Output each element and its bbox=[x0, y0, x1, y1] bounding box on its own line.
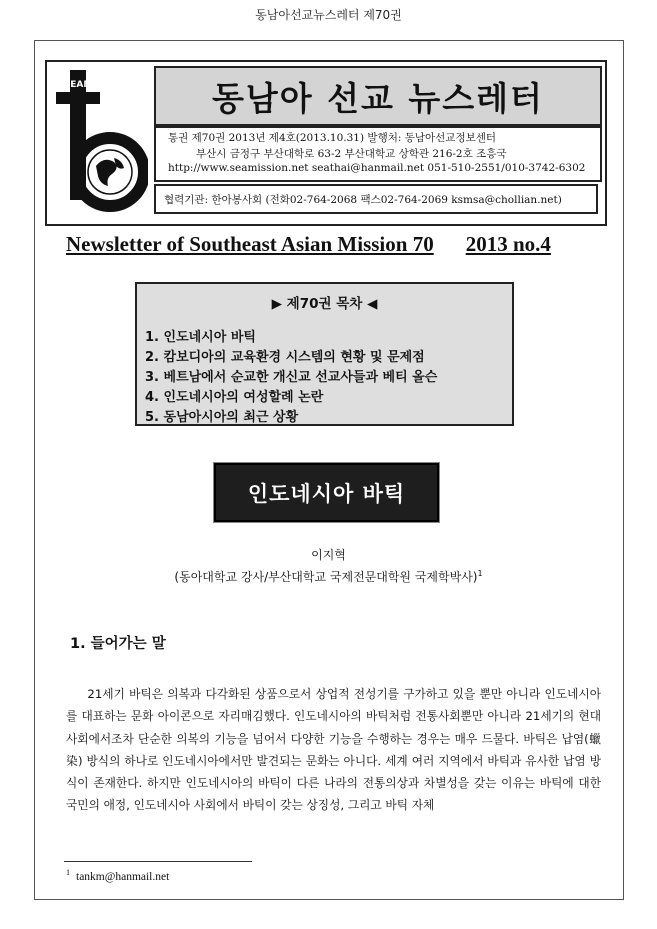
footnote-ref: 1 bbox=[477, 569, 483, 578]
author-name: 이지혁 bbox=[311, 548, 346, 562]
newsletter-korean-title: 동남아 선교 뉴스레터 bbox=[212, 78, 544, 118]
footnote-mark: 1 bbox=[66, 868, 70, 877]
english-newsletter-title bbox=[66, 232, 551, 257]
toc-item: 1. 인도네시아 바틱 bbox=[145, 330, 256, 345]
seam-logo bbox=[52, 68, 148, 218]
toc-item: 4. 인도네시아의 여성할례 논란 bbox=[145, 390, 324, 405]
newsletter-title-box bbox=[154, 66, 602, 126]
partner-text: 협력기관: 한아봉사회 (전화02-764-2068 팩스02-764-2069 ksmsa@chollian.net) bbox=[164, 193, 562, 206]
affiliation-text: (동아대학교 강사/부산대학교 국제전문대학원 국제학박사) bbox=[174, 570, 478, 584]
toc-item: 3. 베트남에서 순교한 개신교 선교사들과 베티 올슨 bbox=[145, 370, 438, 385]
logo-letter: SEAM bbox=[63, 80, 93, 90]
body-paragraph bbox=[66, 683, 601, 817]
table-of-contents bbox=[135, 282, 514, 426]
footnote-rule bbox=[64, 861, 252, 862]
article-title: 인도네시아 바틱 bbox=[247, 481, 406, 506]
issue-number: 2013 no.4 bbox=[465, 232, 551, 256]
info-line-issue: 통권 제70권 2013년 제4호(2013.10.31) 발행처: 동남아선교정보센터 bbox=[168, 132, 497, 144]
info-line-address: 부산시 금정구 부산대학로 63-2 부산대학교 상학관 216-2호 조흥국 bbox=[196, 148, 507, 160]
section-heading: 1. 들어가는 말 bbox=[70, 636, 166, 652]
info-line-contact: http://www.seamission.net seathai@hanmail.net 051-510-2551/010-3742-6302 bbox=[168, 162, 586, 174]
article-title-box bbox=[214, 463, 439, 522]
publication-info-box bbox=[154, 126, 602, 182]
author-affiliation bbox=[0, 568, 657, 585]
english-title-text: Newsletter of Southeast Asian Mission 70 bbox=[66, 232, 434, 256]
article-body bbox=[66, 683, 601, 817]
partner-info-box bbox=[154, 184, 598, 214]
toc-item: 5. 동남아시아의 최근 상황 bbox=[145, 410, 299, 425]
footnote bbox=[66, 868, 169, 883]
running-header: 동남아선교뉴스레터 제70권 bbox=[255, 8, 402, 22]
footnote-email: tankm@hanmail.net bbox=[76, 870, 170, 883]
toc-item: 2. 캄보디아의 교육환경 시스템의 현황 및 문제점 bbox=[145, 350, 425, 365]
body-text: 21세기 바틱은 의복과 다각화된 상품으로서 상업적 전성기를 구가하고 있을 뿐만 아니라 인도네시아를 대표하는 문화 아이콘으로 자리매김했다. 인도네시아의 바틱처럼 전통사회뿐만 아니라 21세기의 현대사회에서조차 단순한 의복의 기능을 넘어서 다양한 기능을 수행하는 경우는 매우 드물다. 바틱은 납염(蠟染) 방식의 하나로 인도네시아에서만 발견되는 문화는 아니다. 세계 여러 지역에서 바틱과 유사한 납염 방식이 존재한다. 하지만 인도네시아의 바틱이 다른 나라의 전통의상과 차별성을 갖는 이유는 바틱에 대한 국민의 애정, 인도네시아 사회에서 바틱이 갖는 상징성, 그리고 바틱 자체 bbox=[66, 687, 601, 813]
toc-heading: ▶ 제70권 목차 ◀ bbox=[271, 296, 378, 312]
